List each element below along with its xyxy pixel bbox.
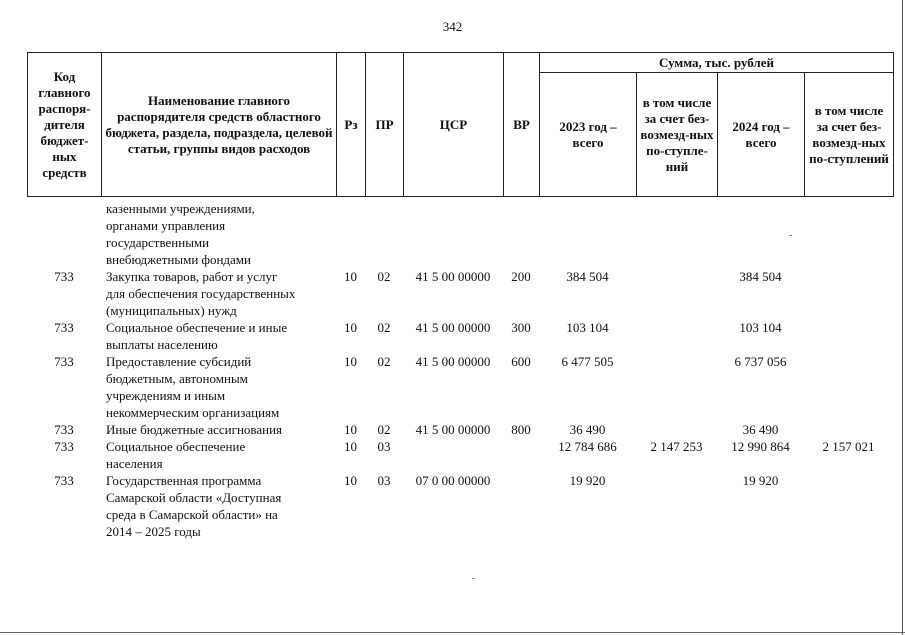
row-2023-grant [636,353,717,421]
row-2024-grant: 2 157 021 [822,439,875,454]
row-2023-total: 19 920 [569,473,606,488]
row-csr [403,200,503,268]
row-pr [365,200,403,268]
row-rz: 10 [344,320,357,335]
row-pr: 02 [377,269,391,284]
row-rz [336,200,365,268]
row-pr: 02 [377,422,391,437]
table-row [27,319,893,353]
row-2024-total [717,200,804,268]
row-pr: 02 [377,320,391,335]
header-code: Код главного распоря-дителя бюджет-ных средств [28,53,102,197]
table-row [27,438,893,472]
scan-speck [472,578,475,579]
row-2023-grant [636,200,717,268]
row-2024-grant [804,319,893,353]
row-csr: 07 0 00 00000 [415,473,491,488]
row-vr [503,200,539,268]
row-pr: 03 [377,439,391,454]
row-vr: 600 [511,354,531,369]
row-2023-total [539,200,636,268]
header-sum-group: Сумма, тыс. рублей [540,53,894,73]
row-2024-grant [804,353,893,421]
row-2023-total: 36 490 [569,422,606,437]
row-2024-total: 6 737 056 [734,354,787,369]
scan-edge-line [902,0,903,635]
header-pr: ПР [366,53,404,197]
row-vr [503,472,539,540]
row-name: Иные бюджетные ассигнования [106,422,283,437]
row-csr: 41 5 00 00000 [415,354,491,369]
header-2023-total: 2023 год – всего [540,73,637,197]
row-pr: 02 [377,354,391,369]
row-2024-total: 12 990 864 [731,439,790,454]
row-vr: 300 [511,320,531,335]
row-rz: 10 [344,269,357,284]
row-csr [403,438,503,472]
row-2023-total: 12 784 686 [558,439,617,454]
row-name: Закупка товаров, работ и услуг для обеспечения государственных (муниципальных) нужд [106,269,296,318]
row-code [27,200,101,268]
row-name: Социальное обеспечение и иные выплаты населению [106,320,288,352]
row-vr: 800 [511,422,531,437]
row-code: 733 [54,320,74,335]
row-2024-total: 36 490 [742,422,779,437]
row-2023-total: 6 477 505 [561,354,614,369]
row-vr [503,438,539,472]
header-2024-grant: в том числе за счет без-возмезд-ных по-ступлений [805,73,894,197]
row-code: 733 [54,473,74,488]
row-name: казенными учреждениями, органами управления государственными внебюджетными фондами [106,201,255,267]
page-number: 342 [442,19,463,34]
row-rz: 10 [344,354,357,369]
row-pr: 03 [377,473,391,488]
row-2024-total: 384 504 [739,269,782,284]
row-rz: 10 [344,473,357,488]
table-row [27,353,893,421]
table-row [27,472,893,540]
row-2023-grant [636,421,717,438]
row-name: Государственная программа Самарской области «Доступная среда в Самарской области» на 2014 – 2025 годы [106,473,282,539]
row-2023-grant [636,319,717,353]
row-2024-total: 19 920 [742,473,779,488]
header-csr: ЦСР [404,53,504,197]
row-2023-total: 103 104 [566,320,609,335]
row-code: 733 [54,354,74,369]
row-rz: 10 [344,439,357,454]
row-name: Предоставление субсидий бюджетным, автономным учреждениям и иным некоммерческим организациям [106,354,280,420]
header-vr: ВР [504,53,540,197]
table-row [27,200,893,268]
row-code: 733 [54,269,74,284]
row-code: 733 [54,439,74,454]
header-name: Наименование главного распорядителя средств областного бюджета, раздела, подраздела, целевой статьи, группы видов расходов [102,53,337,197]
row-2024-grant [804,472,893,540]
scan-speck [789,235,792,236]
row-vr: 200 [511,269,531,284]
row-2024-grant [804,268,893,319]
row-2023-grant [636,472,717,540]
row-csr: 41 5 00 00000 [415,320,491,335]
scan-bottom-edge [0,632,905,633]
table-row [27,268,893,319]
header-2023-grant: в том числе за счет без-возмезд-ных по-ступле-ний [637,73,718,197]
header-2024-total: 2024 год – всего [718,73,805,197]
row-2024-grant [804,200,893,268]
row-rz: 10 [344,422,357,437]
row-2023-total: 384 504 [566,269,609,284]
table-header [27,52,894,197]
row-2024-grant [804,421,893,438]
header-rz: Рз [337,53,366,197]
row-2023-grant [636,268,717,319]
table-row [27,421,893,438]
row-csr: 41 5 00 00000 [415,422,491,437]
row-2023-grant: 2 147 253 [650,439,703,454]
row-code: 733 [54,422,74,437]
row-csr: 41 5 00 00000 [415,269,491,284]
row-name: Социальное обеспечение населения [106,439,246,471]
budget-table-body [27,200,893,540]
row-2024-total: 103 104 [739,320,782,335]
